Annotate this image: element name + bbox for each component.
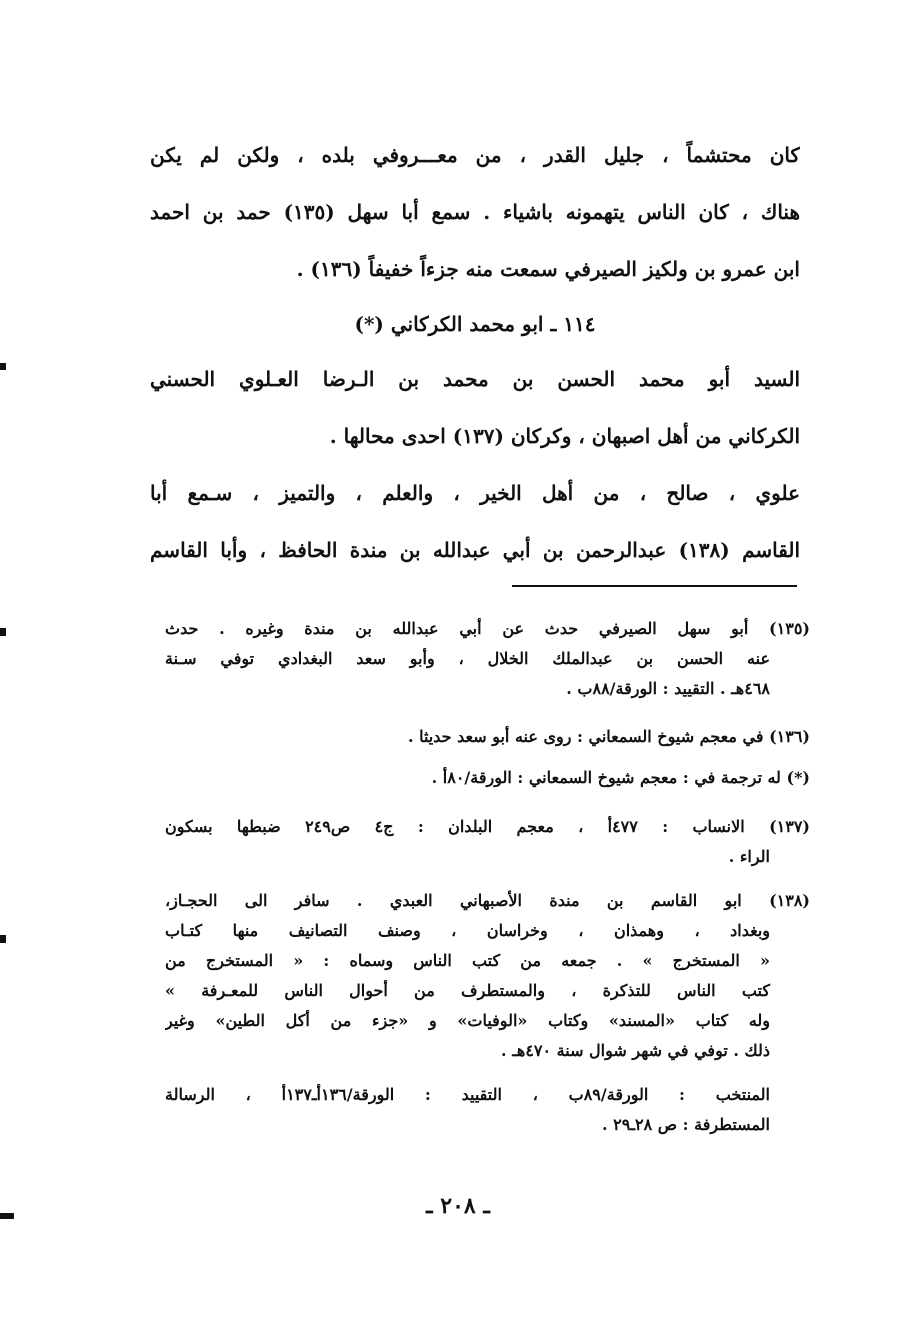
text-line: الكركاني من أهل اصبهان ، وكركان (١٣٧) احدى محالها . <box>329 424 800 448</box>
footnote-line: عنه الحسن بن عبدالملك الخلال ، وأبو سعد البغدادي توفي سـنة <box>165 649 770 668</box>
footnote-sources <box>165 1080 810 1140</box>
scan-mark <box>0 935 6 943</box>
text-line: هناك ، كان الناس يتهمونه باشياء . سمع أبا سهل (١٣٥) حمد بن احمد <box>150 200 800 224</box>
footnote-135 <box>165 614 810 704</box>
footnote-line: « المستخرج » . جمعه من كتب الناس وسماه : « المستخرج من <box>165 951 770 970</box>
scan-mark <box>0 628 6 636</box>
entry-heading: ١١٤ ـ ابو محمد الكركاني (*) <box>354 312 596 336</box>
text-line: ابن عمرو بن ولكيز الصيرفي سمعت منه جزءاً خفيفاً (١٣٦) . <box>296 257 800 281</box>
footnote-line: كتب الناس للتذكرة ، والمستطرف من أحوال الناس للمعـرفة » <box>165 981 771 1000</box>
footnote-138 <box>165 886 810 1066</box>
footnote-line: ذلك . توفي في شهر شوال سنة ٤٧٠هـ . <box>501 1041 770 1060</box>
paragraph-biography <box>150 351 800 579</box>
text-line: علوي ، صالح ، من أهل الخير ، والعلم ، والتميز ، سـمع أبا <box>150 481 800 505</box>
text-line: السيد أبو محمد الحسن بن محمد بن الـرضا العـلوي الحسني <box>150 367 800 391</box>
page-number: ـ ٢٠٨ ـ <box>426 1193 490 1219</box>
footnote-line: وبغداد ، وهمذان ، وخراسان ، وصنف التصانيف منها كتـاب <box>165 921 770 940</box>
footnote-line: (١٣٨) ابو القاسم بن مندة الأصبهاني العبدي . سافر الى الحجـاز، <box>165 891 810 910</box>
footnote-line: ٤٦٨هـ . التقييد : الورقة/٨٨ب . <box>566 679 770 698</box>
footnote-line: (١٣٦) في معجم شيوخ السمعاني : روى عنه أبو سعد حديثا . <box>407 727 810 746</box>
footnote-line: (١٣٧) الانساب : ٤٧٧أ ، معجم البلدان : ج٤ ص٢٤٩ ضبطها بسكون <box>165 817 810 836</box>
text-line: القاسم (١٣٨) عبدالرحمن بن أبي عبدالله بن مندة الحافظ ، وأبا القاسم <box>150 538 800 562</box>
footnote-137 <box>165 812 810 872</box>
footnote-line: الراء . <box>728 847 770 866</box>
paragraph-opening <box>150 127 800 298</box>
text-line: كان محتشماً ، جليل القدر ، من معـــروفي بلده ، ولكن لم يكن <box>150 143 800 167</box>
footnote-line: (١٣٥) أبو سهل الصيرفي حدث عن أبي عبدالله بن مندة وغيره . حدث <box>165 619 810 638</box>
scan-mark <box>0 363 6 370</box>
footnote-line: (*) له ترجمة في : معجم شيوخ السمعاني : الورقة/٨٠أ . <box>431 768 810 787</box>
footnote-star <box>165 763 810 793</box>
footnote-separator <box>512 585 797 587</box>
footnote-136 <box>165 722 810 752</box>
footnote-line: المستطرفة : ص ٢٨ـ٢٩ . <box>601 1115 770 1134</box>
footnote-line: المنتخب : الورقة/٨٩ب ، التقييد : الورقة/١٣٦أـ١٣٧أ ، الرسالة <box>165 1085 771 1104</box>
footnote-line: وله كتاب «المسند» وكتاب «الوفيات» و «جزء من أكل الطين» وغير <box>165 1011 771 1030</box>
